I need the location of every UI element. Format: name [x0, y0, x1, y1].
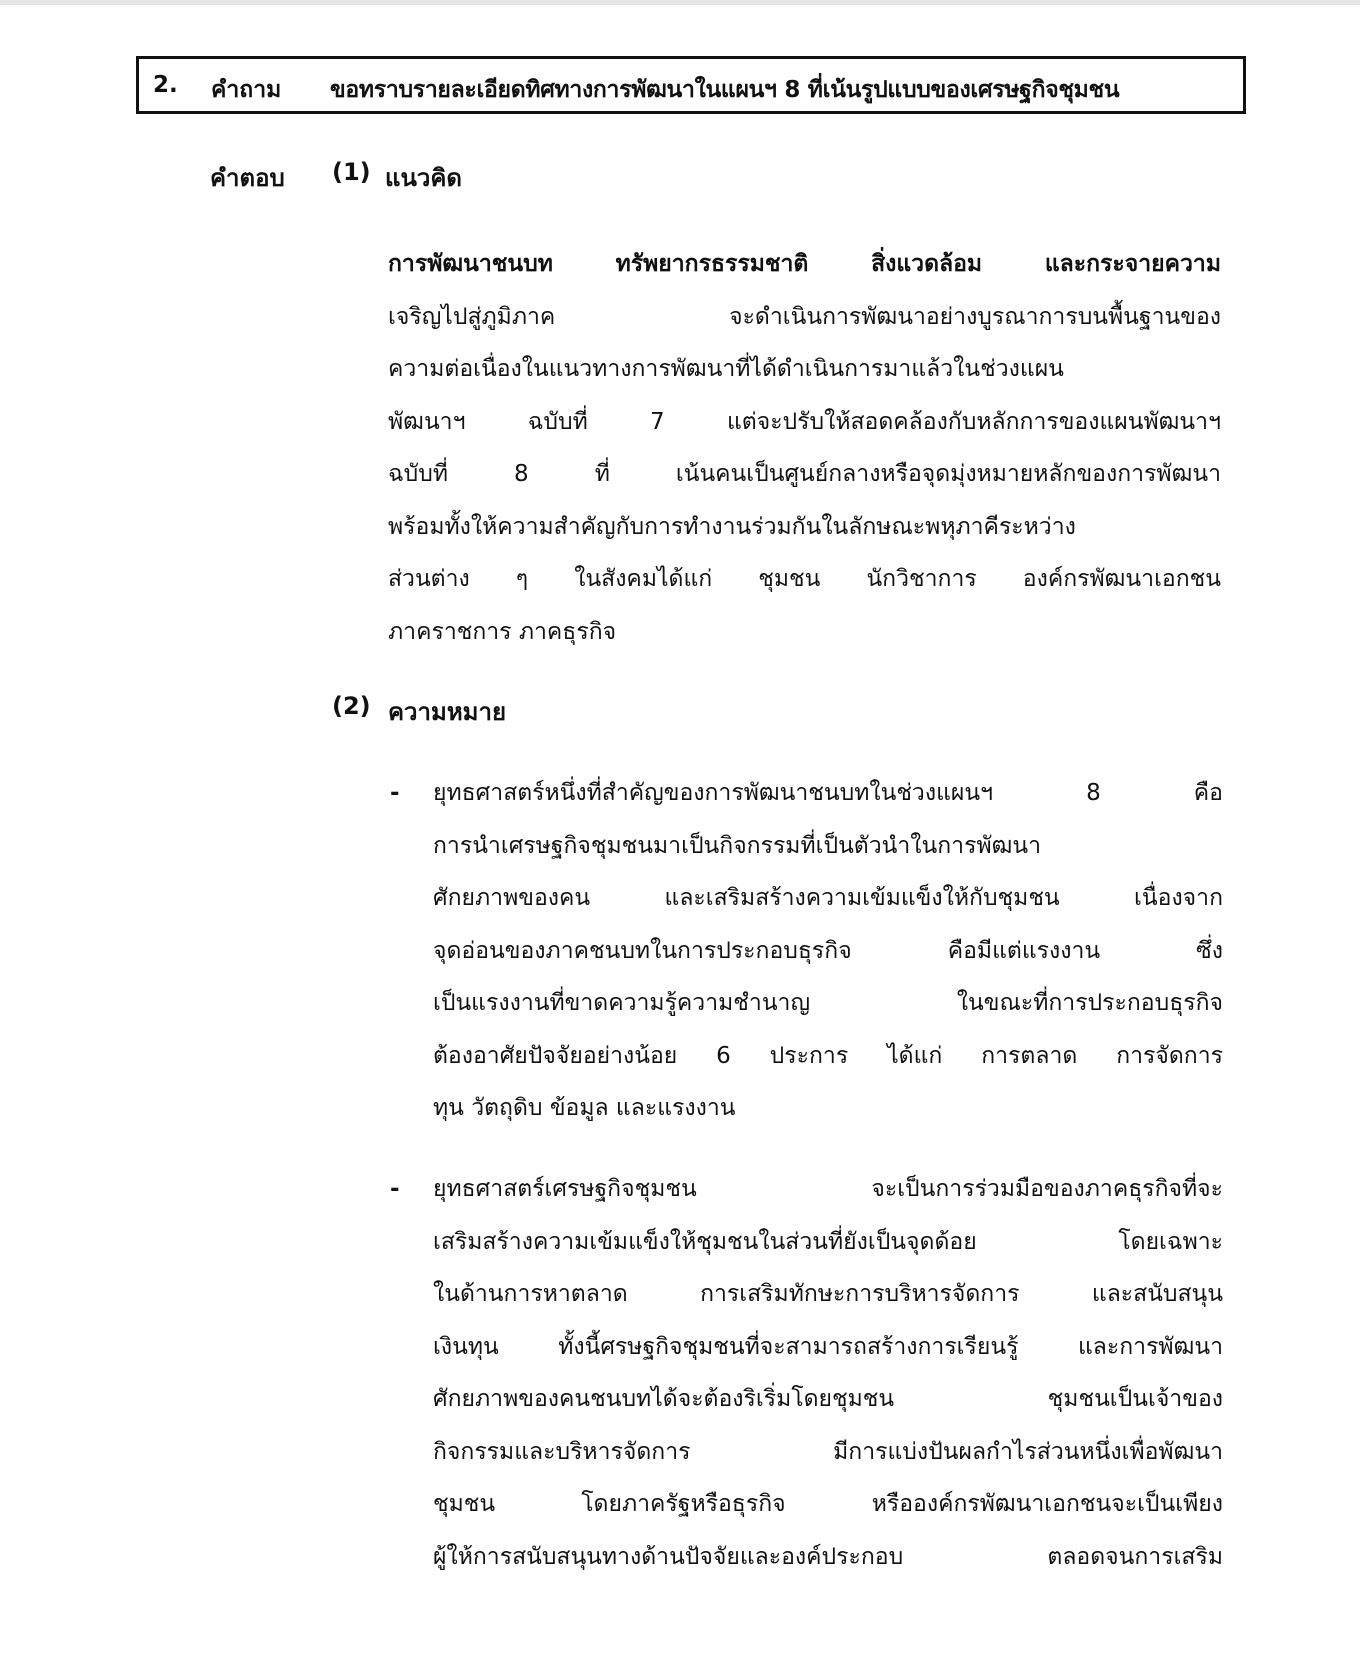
paragraph-line: พร้อมทั้งให้ความสำคัญกับการทำงานร่วมกันในลักษณะพหุภาคีระหว่าง [388, 513, 1076, 540]
bullet-line: จุดอ่อนของภาคชนบทในการประกอบธุรกิจ คือมีแต่แรงงาน ซึ่ง [433, 937, 1223, 964]
answer-label: คำตอบ [210, 164, 285, 192]
bullet-dash: - [390, 780, 400, 806]
bullet-line: ในด้านการหาตลาด การเสริมทักษะการบริหารจัดการ และสนับสนุน [433, 1281, 1223, 1307]
section-2-title: ความหมาย [388, 698, 507, 726]
paragraph-line: พัฒนาฯ ฉบับที่ 7 แต่จะปรับให้สอดคล้องกับหลักการของแผนพัฒนาฯ [388, 408, 1221, 435]
bullet-text [433, 1163, 1223, 1583]
paragraph-line: ฉบับที่ 8 ที่ เน้นคนเป็นศูนย์กลางหรือจุดมุ่งหมายหลักของการพัฒนา [388, 461, 1221, 487]
section-1-paragraph [388, 238, 1221, 658]
paragraph-line: การพัฒนาชนบท ทรัพยากรธรรมชาติ สิ่งแวดล้อม และกระจายความ [388, 251, 1221, 277]
bullet-text [433, 767, 1223, 1135]
paragraph-line: ส่วนต่าง ๆ ในสังคมได้แก่ ชุมชน นักวิชาการ องค์กรพัฒนาเอกชน [388, 566, 1221, 592]
section-1-title: แนวคิด [385, 164, 462, 192]
bullet-line: การนำเศรษฐกิจชุมชนมาเป็นกิจกรรมที่เป็นตัวนำในการพัฒนา [433, 832, 1042, 859]
bullet-line: ชุมชน โดยภาครัฐหรือธุรกิจ หรือองค์กรพัฒนาเอกชนจะเป็นเพียง [433, 1491, 1223, 1517]
bullet-line: ศักยภาพของคนชนบทได้จะต้องริเริ่มโดยชุมชน ชุมชนเป็นเจ้าของ [433, 1386, 1223, 1412]
bullet-line: ศักยภาพของคน และเสริมสร้างความเข้มแข็งให้กับชุมชน เนื่องจาก [433, 885, 1223, 911]
bullet-line: ต้องอาศัยปัจจัยอย่างน้อย 6 ประการ ได้แก่ การตลาด การจัดการ [433, 1042, 1223, 1069]
paragraph-line: ภาคราชการ ภาคธุรกิจ [388, 618, 617, 645]
paragraph-line: เจริญไปสู่ภูมิภาค จะดำเนินการพัฒนาอย่างบูรณาการบนพื้นฐานของ [388, 303, 1221, 330]
bullet-line: กิจกรรมและบริหารจัดการ มีการแบ่งปันผลกำไรส่วนหนึ่งเพื่อพัฒนา [433, 1438, 1223, 1465]
question-box [136, 56, 1246, 114]
question-number: 2. [153, 72, 178, 98]
question-text: ขอทราบรายละเอียดทิศทางการพัฒนาในแผนฯ 8 ที่เน้นรูปแบบของเศรษฐกิจชุมชน [330, 77, 1120, 103]
paragraph-line: ความต่อเนื่องในแนวทางการพัฒนาที่ได้ดำเนินการมาแล้วในช่วงแผน [388, 356, 1064, 382]
bullet-line: เป็นแรงงานที่ขาดความรู้ความชำนาญ ในขณะที่การประกอบธุรกิจ [433, 990, 1223, 1016]
bullet-line: ยุทธศาสตร์เศรษฐกิจชุมชน จะเป็นการร่วมมือของภาคธุรกิจที่จะ [433, 1176, 1223, 1202]
bullet-line: ผู้ให้การสนับสนุนทางด้านปัจจัยและองค์ประกอบ ตลอดจนการเสริม [433, 1543, 1223, 1570]
section-1-number: (1) [332, 158, 371, 186]
bullet-line: ทุน วัตถุดิบ ข้อมูล และแรงงาน [433, 1095, 736, 1121]
bullet-line: เงินทุน ทั้งนี้ศรษฐกิจชุมชนที่จะสามารถสร้างการเรียนรู้ และการพัฒนา [433, 1333, 1223, 1360]
question-label: คำถาม [211, 77, 282, 103]
bullet-line: ยุทธศาสตร์หนึ่งที่สำคัญของการพัฒนาชนบทในช่วงแผนฯ 8 คือ [433, 780, 1223, 806]
section-2-number: (2) [332, 692, 371, 720]
bullet-line: เสริมสร้างความเข้มแข็งให้ชุมชนในส่วนที่ยังเป็นจุดด้อย โดยเฉพาะ [433, 1228, 1223, 1255]
bullet-dash: - [390, 1176, 400, 1202]
